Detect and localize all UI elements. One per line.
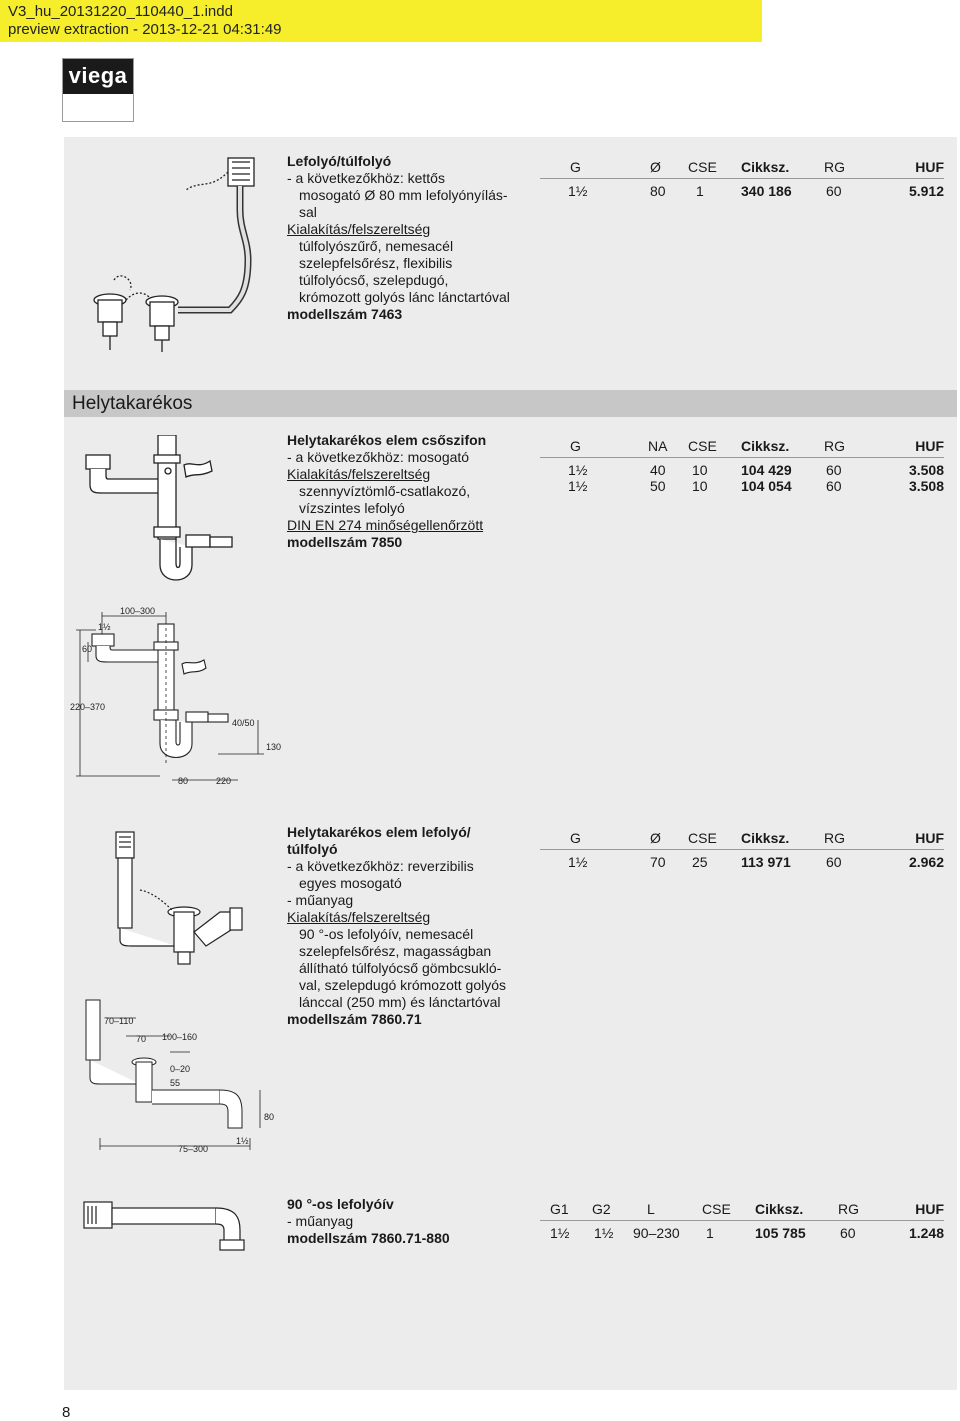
product-model-number: modellszám 7850 [287,534,403,550]
table-cell: 60 [826,853,842,870]
table-cell: 2.962 [908,853,944,870]
table-cell: 1½ [568,461,588,478]
product-title: Helytakarékos elem lefolyó/ [287,824,471,840]
dimension-label: 220 [216,776,232,786]
column-header: HUF [874,435,944,457]
column-header: G1 [540,1198,584,1220]
table-cell: 10 [692,461,708,478]
product-line: lánccal (250 mm) és lánctartóval [299,994,501,1010]
product-line: egyes mosogató [299,875,402,891]
table-cell: 1 [706,1224,714,1241]
column-header: RG [818,435,874,457]
product-7463-drawing [90,150,280,355]
table-cell: 50 [650,478,666,494]
table-cell: 60 [826,461,842,478]
column-header: RG [818,827,874,849]
product-title: túlfolyó [287,841,338,857]
product-7860-71-price-table [540,827,944,870]
table-cell: 340 186 [741,182,792,199]
column-header: HUF [874,1198,944,1220]
dimension-label: 0–20 [170,1064,191,1074]
table-header-row [540,156,944,178]
column-header: CSE [688,827,741,849]
table-row [540,1220,944,1241]
product-line: krómozott golyós lánc lánctartóval [299,289,510,305]
table-row [540,849,944,870]
product-line: - a következőkhöz: reverzibilis [287,858,474,874]
dimension-label: 80 [178,776,189,786]
product-7850-description [287,432,486,551]
column-header: L [627,1198,702,1220]
preview-extraction-bar [0,0,762,42]
product-title: Helytakarékos elem csőszifon [287,432,487,448]
column-header: NA [620,435,688,457]
dimension-label: 60 [82,644,93,654]
dimension-label: 70 [136,1034,147,1044]
table-cell: 1½ [568,853,588,870]
product-7860-71-drawing [80,828,280,1153]
column-header: HUF [874,156,944,178]
table-header-row [540,435,944,457]
dimension-label: 70–110 [104,1016,134,1026]
table-cell: 90–230 [633,1224,680,1241]
viega-logo [62,58,134,122]
product-7860-71-880-price-table [540,1198,944,1241]
column-header: Cikksz. [755,1198,832,1220]
table-cell: 3.508 [908,478,944,494]
dimension-label: 220–370 [70,702,106,712]
table-cell: 1½ [568,478,588,494]
viega-logo-wordmark: viega [63,59,133,94]
column-header: Ø [620,156,688,178]
table-cell: 3.508 [908,461,944,478]
table-cell: 80 [650,182,666,199]
table-cell: 60 [840,1224,856,1241]
column-header: Cikksz. [741,156,818,178]
product-title: 90 °-os lefolyóív [287,1196,394,1212]
product-feature-heading: Kialakítás/felszereltség [287,466,431,482]
dimension-label: 80 [264,1112,275,1122]
dimension-label: 1½ [98,622,111,632]
preview-extraction-date: preview extraction - 2013-12-21 04:31:49 [8,21,282,38]
table-cell: 1½ [550,1224,570,1241]
product-line: - a következőkhöz: kettős [287,170,445,186]
product-7850-dimension-drawing [68,604,298,786]
dimension-label: 100–300 [120,606,156,616]
table-row [540,178,944,199]
product-7463-price-table [540,156,944,199]
product-line: szelepfelsőrész, magasságban [299,943,492,959]
product-7850-drawing [80,435,240,595]
product-line: val, szelepdugó krómozott golyós [299,977,506,993]
product-line: - műanyag [287,1213,354,1229]
product-7860-71-description [287,824,506,1028]
table-header-row [540,1198,944,1220]
table-cell: 25 [692,853,708,870]
column-header: RG [818,156,874,178]
product-line: szennyvíztömlő-csatlakozó, [299,483,471,499]
table-cell: 10 [692,478,708,494]
table-cell: 60 [826,478,842,494]
dimension-label: 40/50 [232,718,255,728]
product-line: túlfolyócső, szelepdugó, [299,272,449,288]
column-header: Ø [620,827,688,849]
column-header: Cikksz. [741,435,818,457]
dimension-label: 55 [170,1078,181,1088]
section-header: Helytakarékos [64,390,957,417]
product-line: túlfolyószűrő, nemesacél [299,238,454,254]
table-cell: 104 429 [741,461,792,478]
column-header: CSE [702,1198,755,1220]
table-header-row [540,827,944,849]
table-cell: 70 [650,853,666,870]
product-model-number: modellszám 7463 [287,306,403,322]
dimension-label: 100–160 [162,1032,198,1042]
column-header: G2 [584,1198,627,1220]
column-header: CSE [688,435,741,457]
product-7850-price-table [540,435,944,495]
column-header: HUF [874,827,944,849]
table-cell: 5.912 [908,182,944,199]
column-header: Cikksz. [741,827,818,849]
product-7463-description [287,153,510,323]
product-model-number: modellszám 7860.71 [287,1011,422,1027]
column-header: RG [832,1198,874,1220]
product-model-number: modellszám 7860.71-880 [287,1230,450,1246]
product-line: sal [299,204,317,220]
table-row [540,457,944,478]
product-line: - műanyag [287,892,354,908]
dimension-label: 75–300 [178,1144,209,1153]
product-line: állítható túlfolyócső gömbcsukló- [299,960,502,976]
column-header: G [540,827,620,849]
product-line: - a következőkhöz: mosogató [287,449,470,465]
product-line: 90 °-os lefolyóív, nemesacél [299,926,474,942]
table-cell: 105 785 [755,1224,806,1241]
dimension-label: 130 [266,742,282,752]
table-cell: 40 [650,461,666,478]
table-cell: 1.248 [908,1224,944,1241]
page-number: 8 [62,1404,71,1421]
product-line: szelepfelsőrész, flexibilis [299,255,453,271]
column-header: G [540,435,620,457]
table-cell: 1½ [594,1224,614,1241]
dimension-label: 1½ [236,1136,249,1146]
table-row [540,478,944,495]
table-cell: 104 054 [741,478,792,494]
column-header: CSE [688,156,741,178]
product-feature-heading: Kialakítás/felszereltség [287,221,431,237]
product-quality-note: DIN EN 274 minőségellenőrzött [287,517,484,533]
product-line: vízszintes lefolyó [299,500,405,516]
product-7860-71-880-drawing [80,1196,250,1256]
table-cell: 1 [696,182,704,199]
product-feature-heading: Kialakítás/felszereltség [287,909,431,925]
product-title: Lefolyó/túlfolyó [287,153,392,169]
preview-file-name: V3_hu_20131220_110440_1.indd [8,3,233,20]
column-header: G [540,156,620,178]
table-cell: 1½ [568,182,588,199]
table-cell: 60 [826,182,842,199]
product-7860-71-880-description [287,1196,450,1247]
table-cell: 113 971 [741,853,791,870]
product-line: mosogató Ø 80 mm lefolyónyílás- [299,187,508,203]
